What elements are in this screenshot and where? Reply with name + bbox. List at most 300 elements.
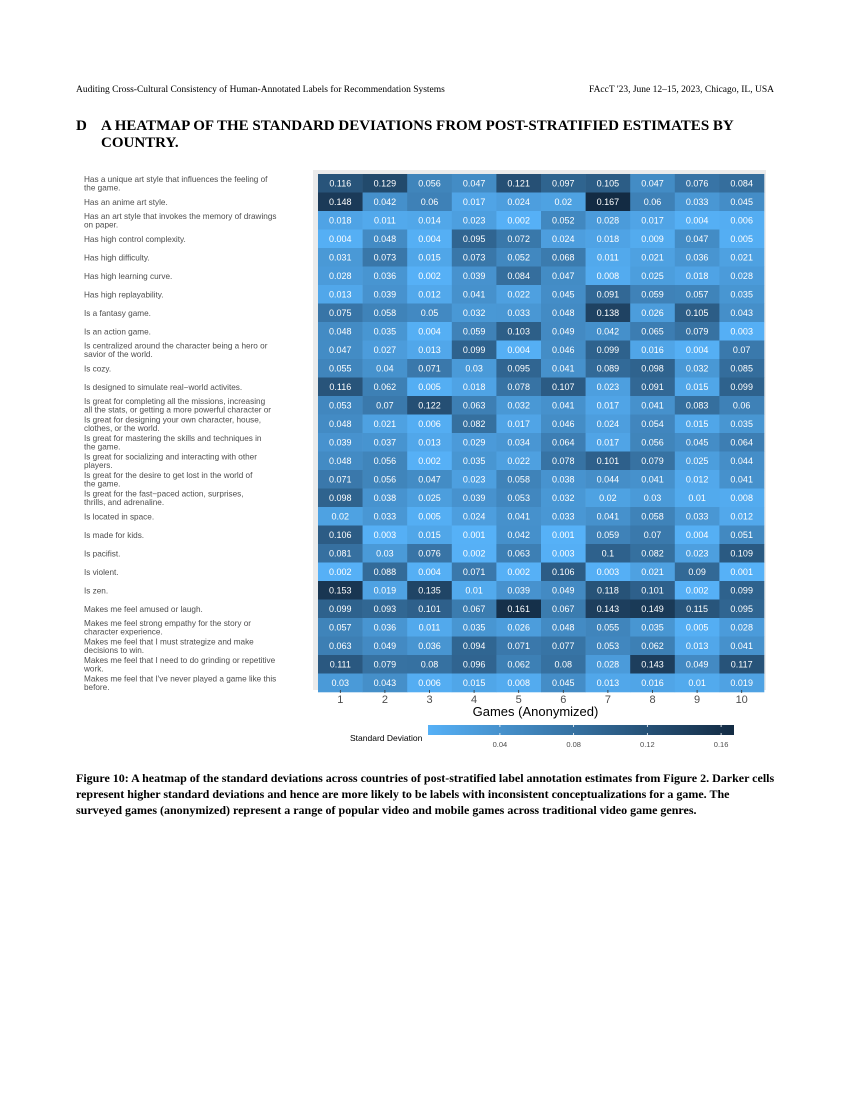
cell-value-label: 0.004 — [685, 530, 709, 541]
cell-value-label: 0.056 — [641, 437, 664, 448]
cell-value-label: 0.057 — [329, 622, 352, 633]
cell-value-label: 0.094 — [462, 641, 486, 652]
cell-value-label: 0.015 — [685, 382, 709, 393]
cell-value-label: 0.053 — [329, 400, 352, 411]
row-label: Is centralized around the character being a hero or savior of the world. — [84, 341, 268, 360]
cell-value-label: 0.031 — [329, 252, 352, 263]
row-label: Is violent. — [84, 567, 119, 577]
cell-value-label: 0.029 — [462, 437, 486, 448]
cell-value-label: 0.008 — [507, 678, 530, 689]
cell-value-label: 0.021 — [641, 252, 664, 263]
cell-value-label: 0.038 — [552, 474, 575, 485]
cell-value-label: 0.032 — [507, 400, 530, 411]
cell-value-label: 0.004 — [418, 234, 441, 245]
cell-value-label: 0.07 — [732, 345, 751, 356]
cell-value-label: 0.107 — [552, 382, 575, 393]
cell-value-label: 0.095 — [462, 234, 486, 245]
cell-value-label: 0.063 — [329, 641, 352, 652]
cell-value-label: 0.023 — [685, 548, 709, 559]
cell-value-label: 0.079 — [641, 456, 664, 467]
cell-value-label: 0.098 — [329, 493, 352, 504]
cell-value-label: 0.109 — [730, 548, 753, 559]
cell-value-label: 0.099 — [730, 382, 753, 393]
cell-value-label: 0.047 — [552, 271, 575, 282]
cell-value-label: 0.048 — [552, 308, 575, 319]
cell-value-label: 0.002 — [685, 585, 709, 596]
cell-value-label: 0.015 — [418, 252, 441, 263]
cell-value-label: 0.106 — [552, 567, 575, 578]
cell-value-label: 0.071 — [462, 567, 486, 578]
cell-value-label: 0.002 — [418, 271, 441, 282]
cell-value-label: 0.049 — [552, 326, 575, 337]
cell-value-label: 0.02 — [554, 197, 573, 208]
cell-value-label: 0.026 — [507, 622, 530, 633]
x-tick-label: 5 — [515, 694, 522, 706]
cell-value-label: 0.099 — [462, 345, 486, 356]
cell-value-label: 0.005 — [418, 511, 441, 522]
cell-value-label: 0.071 — [329, 474, 352, 485]
cell-value-label: 0.01 — [465, 585, 483, 596]
cell-value-label: 0.059 — [596, 530, 620, 541]
cell-value-label: 0.017 — [596, 437, 620, 448]
row-label: Is designed to simulate real−world activites. — [84, 382, 243, 392]
legend-tick-label: 0.12 — [640, 740, 655, 749]
row-label: Is great for completing all the missions, increasing all the stats, or getting a more powerful character or — [84, 396, 272, 415]
cell-value-label: 0.035 — [730, 419, 753, 430]
cell-value-label: 0.075 — [329, 308, 352, 319]
cell-value-label: 0.161 — [507, 604, 530, 615]
cell-value-label: 0.049 — [685, 659, 709, 670]
cell-value-label: 0.012 — [685, 474, 709, 485]
cell-value-label: 0.011 — [596, 252, 619, 263]
cell-value-label: 0.067 — [462, 604, 486, 615]
cell-value-label: 0.014 — [418, 215, 441, 226]
cell-value-label: 0.023 — [462, 215, 486, 226]
cell-value-label: 0.083 — [685, 400, 709, 411]
cell-value-label: 0.048 — [552, 622, 575, 633]
cell-value-label: 0.041 — [730, 474, 753, 485]
cell-value-label: 0.03 — [376, 548, 394, 559]
cell-value-label: 0.115 — [686, 604, 709, 615]
cell-value-label: 0.025 — [641, 271, 664, 282]
cell-value-label: 0.052 — [507, 252, 530, 263]
x-tick-label: 3 — [426, 694, 433, 706]
cell-value-label: 0.028 — [329, 271, 352, 282]
cell-value-label: 0.101 — [418, 604, 441, 615]
cell-value-label: 0.045 — [730, 197, 753, 208]
cell-value-label: 0.047 — [329, 345, 352, 356]
cell-value-label: 0.129 — [373, 178, 397, 189]
x-tick-label: 6 — [560, 694, 567, 706]
cell-value-label: 0.046 — [552, 345, 575, 356]
row-label: Is an action game. — [84, 327, 151, 337]
cell-value-label: 0.078 — [552, 456, 575, 467]
row-label: Has high replayability. — [84, 290, 164, 300]
cell-value-label: 0.073 — [373, 252, 397, 263]
cell-value-label: 0.101 — [596, 456, 620, 467]
cell-value-label: 0.118 — [596, 585, 619, 596]
cell-value-label: 0.09 — [688, 567, 706, 578]
cell-value-label: 0.001 — [462, 530, 486, 541]
cell-value-label: 0.098 — [641, 363, 664, 374]
cell-value-label: 0.079 — [373, 659, 397, 670]
cell-value-label: 0.103 — [507, 326, 530, 337]
cell-value-label: 0.058 — [641, 511, 664, 522]
cell-value-label: 0.035 — [373, 326, 397, 337]
row-label: Is a fantasy game. — [84, 308, 151, 318]
cell-value-label: 0.025 — [418, 493, 441, 504]
cell-value-label: 0.048 — [373, 234, 397, 245]
cell-value-label: 0.039 — [462, 271, 486, 282]
cell-value-label: 0.002 — [418, 456, 441, 467]
cell-value-label: 0.06 — [732, 400, 751, 411]
legend-tick-label: 0.08 — [566, 740, 581, 749]
cell-value-label: 0.047 — [685, 234, 709, 245]
cell-value-label: 0.051 — [730, 530, 753, 541]
cell-value-label: 0.02 — [599, 493, 617, 504]
cell-value-label: 0.047 — [462, 178, 486, 189]
cell-value-label: 0.006 — [418, 678, 441, 689]
cell-value-label: 0.033 — [685, 511, 709, 522]
cell-value-label: 0.062 — [507, 659, 530, 670]
cell-value-label: 0.095 — [507, 363, 530, 374]
cell-value-label: 0.143 — [641, 659, 664, 670]
cell-value-label: 0.003 — [373, 530, 397, 541]
cell-value-label: 0.032 — [552, 493, 575, 504]
cell-value-label: 0.096 — [462, 659, 486, 670]
cell-value-label: 0.043 — [373, 678, 397, 689]
cell-value-label: 0.039 — [507, 585, 530, 596]
cell-value-label: 0.013 — [685, 641, 709, 652]
section-title: A HEATMAP OF THE STANDARD DEVIATIONS FROM POST-STRATIFIED ESTIMATES BY COUNTRY. — [101, 118, 734, 151]
running-head-venue: FAccT '23, June 12–15, 2023, Chicago, IL, USA — [588, 85, 774, 95]
cell-value-label: 0.063 — [462, 400, 486, 411]
cell-value-label: 0.116 — [329, 382, 352, 393]
cell-value-label: 0.028 — [596, 215, 620, 226]
cell-value-label: 0.088 — [373, 567, 397, 578]
cell-value-label: 0.072 — [507, 234, 530, 245]
cell-value-label: 0.035 — [462, 456, 486, 467]
row-label: Has a unique art style that influences the feeling of the game. — [84, 174, 268, 193]
cell-value-label: 0.002 — [462, 548, 486, 559]
cell-value-label: 0.04 — [376, 363, 394, 374]
cell-value-label: 0.013 — [418, 437, 441, 448]
row-label: Is great for mastering the skills and techniques in the game. — [84, 433, 262, 452]
cell-value-label: 0.049 — [552, 585, 575, 596]
cell-value-label: 0.012 — [418, 289, 441, 300]
cell-value-label: 0.044 — [730, 456, 753, 467]
cell-value-label: 0.05 — [420, 308, 439, 319]
cell-value-label: 0.017 — [641, 215, 664, 226]
cell-value-label: 0.03 — [331, 678, 350, 689]
cell-value-label: 0.059 — [641, 289, 664, 300]
row-label: Makes me feel amused or laugh. — [84, 604, 203, 614]
cell-value-label: 0.028 — [730, 622, 753, 633]
cell-value-label: 0.018 — [596, 234, 620, 245]
row-label: Is great for designing your own character, house, clothes, or the world. — [84, 415, 262, 434]
cell-value-label: 0.059 — [462, 326, 486, 337]
cell-value-label: 0.097 — [552, 178, 575, 189]
cell-value-label: 0.028 — [596, 659, 620, 670]
x-tick-label: 2 — [381, 694, 388, 706]
cell-value-label: 0.017 — [596, 400, 620, 411]
legend-tick-label: 0.04 — [492, 740, 508, 749]
cell-value-label: 0.045 — [552, 289, 575, 300]
cell-value-label: 0.148 — [329, 197, 352, 208]
cell-value-label: 0.077 — [552, 641, 575, 652]
cell-value-label: 0.042 — [596, 326, 620, 337]
cell-value-label: 0.056 — [418, 178, 441, 189]
cell-value-label: 0.002 — [507, 215, 530, 226]
cell-value-label: 0.004 — [685, 215, 709, 226]
cell-value-label: 0.068 — [552, 252, 575, 263]
cell-value-label: 0.082 — [462, 419, 486, 430]
cell-value-label: 0.021 — [373, 419, 397, 430]
row-label: Is cozy. — [84, 364, 112, 374]
row-label: Makes me feel that I've never played a game like this before. — [84, 674, 277, 693]
cell-value-label: 0.03 — [465, 363, 483, 374]
cell-value-label: 0.021 — [641, 567, 664, 578]
cell-value-label: 0.056 — [373, 456, 397, 467]
cell-value-label: 0.041 — [507, 511, 530, 522]
cell-value-label: 0.121 — [507, 178, 530, 189]
cell-value-label: 0.047 — [418, 474, 441, 485]
cell-value-label: 0.036 — [418, 641, 441, 652]
cell-value-label: 0.099 — [730, 585, 753, 596]
cell-value-label: 0.106 — [329, 530, 352, 541]
cell-value-label: 0.039 — [329, 437, 352, 448]
cell-value-label: 0.062 — [641, 641, 664, 652]
cell-value-label: 0.013 — [596, 678, 620, 689]
cell-value-label: 0.093 — [373, 604, 397, 615]
cell-value-label: 0.041 — [462, 289, 486, 300]
cell-value-label: 0.033 — [685, 197, 709, 208]
cell-value-label: 0.07 — [643, 530, 662, 541]
cell-value-label: 0.055 — [596, 622, 620, 633]
legend-colorbar — [428, 725, 734, 735]
cell-value-label: 0.041 — [641, 400, 664, 411]
row-label: Makes me feel that I need to do grinding or repetitive work. — [84, 655, 276, 674]
cell-value-label: 0.067 — [552, 604, 575, 615]
cell-value-label: 0.038 — [373, 493, 397, 504]
cell-value-label: 0.055 — [329, 363, 352, 374]
row-label: Has high control complexity. — [84, 234, 186, 244]
cell-value-label: 0.042 — [507, 530, 530, 541]
cell-value-label: 0.041 — [641, 474, 664, 485]
row-label: Is made for kids. — [84, 530, 145, 540]
cell-value-label: 0.018 — [462, 382, 486, 393]
cell-value-label: 0.024 — [462, 511, 486, 522]
cell-value-label: 0.008 — [596, 271, 620, 282]
cell-value-label: 0.008 — [730, 493, 753, 504]
legend-tick-label: 0.16 — [713, 740, 729, 749]
cell-value-label: 0.039 — [373, 289, 397, 300]
x-tick-label: 10 — [735, 694, 748, 706]
cell-value-label: 0.032 — [462, 308, 486, 319]
cell-value-label: 0.005 — [418, 382, 441, 393]
cell-value-label: 0.019 — [730, 678, 753, 689]
cell-value-label: 0.143 — [596, 604, 620, 615]
row-label: Is located in space. — [84, 512, 155, 522]
section-number: D — [76, 118, 87, 134]
cell-value-label: 0.071 — [507, 641, 530, 652]
cell-value-label: 0.01 — [688, 678, 706, 689]
cell-value-label: 0.056 — [373, 474, 397, 485]
cell-value-label: 0.026 — [641, 308, 664, 319]
cell-value-label: 0.022 — [507, 456, 530, 467]
cell-value-label: 0.016 — [641, 345, 664, 356]
cell-value-label: 0.023 — [462, 474, 486, 485]
cell-value-label: 0.076 — [685, 178, 709, 189]
cell-value-label: 0.004 — [418, 326, 441, 337]
cell-value-label: 0.023 — [596, 382, 620, 393]
cell-value-label: 0.024 — [596, 419, 620, 430]
cell-value-label: 0.005 — [730, 234, 753, 245]
x-tick-label: 9 — [694, 694, 701, 706]
cell-value-label: 0.033 — [373, 511, 397, 522]
cell-value-label: 0.002 — [329, 567, 352, 578]
cell-value-label: 0.058 — [373, 308, 397, 319]
cell-value-label: 0.099 — [329, 604, 352, 615]
cell-value-label: 0.138 — [596, 308, 620, 319]
cell-value-label: 0.013 — [329, 289, 352, 300]
cell-value-label: 0.082 — [641, 548, 664, 559]
cell-value-label: 0.001 — [552, 530, 575, 541]
cell-value-label: 0.062 — [373, 382, 397, 393]
cell-value-label: 0.052 — [552, 215, 575, 226]
cell-value-label: 0.003 — [552, 548, 575, 559]
cell-value-label: 0.122 — [418, 400, 441, 411]
cell-value-label: 0.009 — [641, 234, 664, 245]
cell-value-label: 0.08 — [420, 659, 439, 670]
row-label: Makes me feel that I must strategize and make decisions to win. — [84, 637, 254, 656]
cell-value-label: 0.053 — [596, 641, 620, 652]
cell-value-label: 0.153 — [329, 585, 352, 596]
cell-value-label: 0.004 — [418, 567, 441, 578]
x-tick-label: 4 — [471, 694, 478, 706]
row-label: Has an anime art style. — [84, 197, 168, 207]
cell-value-label: 0.036 — [373, 622, 397, 633]
cell-value-label: 0.027 — [373, 345, 397, 356]
cell-value-label: 0.053 — [507, 493, 530, 504]
x-tick-label: 1 — [337, 694, 344, 706]
cell-value-label: 0.015 — [685, 419, 709, 430]
cell-value-label: 0.135 — [418, 585, 441, 596]
cell-value-label: 0.071 — [418, 363, 441, 374]
cell-value-label: 0.003 — [596, 567, 620, 578]
cell-value-label: 0.099 — [596, 345, 620, 356]
cell-value-label: 0.079 — [685, 326, 709, 337]
cell-value-label: 0.117 — [730, 659, 753, 670]
row-label: Is pacifist. — [84, 549, 121, 559]
cell-value-label: 0.084 — [507, 271, 530, 282]
cell-value-label: 0.081 — [329, 548, 352, 559]
cell-value-label: 0.041 — [730, 641, 753, 652]
cell-value-label: 0.049 — [373, 641, 397, 652]
row-label: Is great for the desire to get lost in the world of the game. — [84, 470, 253, 489]
row-label: Is great for socializing and interacting with other players. — [84, 452, 257, 471]
cell-value-label: 0.037 — [373, 437, 397, 448]
cell-value-label: 0.041 — [552, 363, 575, 374]
cell-value-label: 0.035 — [730, 289, 753, 300]
cell-value-label: 0.032 — [685, 363, 709, 374]
cell-value-label: 0.015 — [418, 530, 441, 541]
cell-value-label: 0.033 — [507, 308, 530, 319]
x-tick-label: 8 — [649, 694, 656, 706]
cell-value-label: 0.078 — [507, 382, 530, 393]
cell-value-label: 0.105 — [685, 308, 709, 319]
cell-value-label: 0.018 — [685, 271, 709, 282]
cell-value-label: 0.02 — [331, 511, 350, 522]
cell-value-label: 0.101 — [641, 585, 664, 596]
row-label: Has an art style that invokes the memory of drawings on paper. — [84, 211, 277, 230]
cell-value-label: 0.057 — [685, 289, 709, 300]
cell-value-label: 0.041 — [596, 511, 620, 522]
cell-value-label: 0.016 — [641, 678, 664, 689]
cell-value-label: 0.019 — [373, 585, 397, 596]
cell-value-label: 0.064 — [552, 437, 575, 448]
cell-value-label: 0.064 — [730, 437, 753, 448]
cell-value-label: 0.03 — [643, 493, 662, 504]
cell-value-label: 0.035 — [462, 622, 486, 633]
legend-title: Standard Deviation — [350, 733, 423, 743]
cell-value-label: 0.021 — [730, 252, 753, 263]
cell-value-label: 0.105 — [596, 178, 620, 189]
cell-value-label: 0.084 — [730, 178, 753, 189]
cell-value-label: 0.036 — [685, 252, 709, 263]
cell-value-label: 0.048 — [329, 419, 352, 430]
cell-value-label: 0.111 — [329, 659, 351, 670]
cell-value-label: 0.1 — [601, 548, 615, 559]
cell-value-label: 0.07 — [376, 400, 394, 411]
cell-value-label: 0.047 — [641, 178, 664, 189]
cell-value-label: 0.048 — [329, 456, 352, 467]
cell-value-label: 0.076 — [418, 548, 441, 559]
cell-value-label: 0.044 — [596, 474, 620, 485]
cell-value-label: 0.089 — [596, 363, 620, 374]
cell-value-label: 0.005 — [685, 622, 709, 633]
cell-value-label: 0.063 — [507, 548, 530, 559]
cell-value-label: 0.015 — [462, 678, 486, 689]
cell-value-label: 0.048 — [329, 326, 352, 337]
cell-value-label: 0.08 — [554, 659, 573, 670]
cell-value-label: 0.011 — [373, 215, 396, 226]
cell-value-label: 0.06 — [420, 197, 439, 208]
cell-value-label: 0.046 — [552, 419, 575, 430]
x-axis-title: Games (Anonymized) — [472, 704, 599, 719]
cell-value-label: 0.024 — [507, 197, 530, 208]
cell-value-label: 0.011 — [418, 622, 441, 633]
cell-value-label: 0.034 — [507, 437, 530, 448]
cell-value-label: 0.022 — [507, 289, 530, 300]
cell-value-label: 0.149 — [641, 604, 664, 615]
row-label: Is great for the fast−paced action, surprises, thrills, and adrenaline. — [84, 489, 244, 508]
cell-value-label: 0.045 — [552, 678, 575, 689]
cell-value-label: 0.004 — [685, 345, 709, 356]
cell-value-label: 0.012 — [730, 511, 753, 522]
cell-value-label: 0.054 — [641, 419, 664, 430]
cell-value-label: 0.018 — [329, 215, 352, 226]
cell-value-label: 0.013 — [418, 345, 441, 356]
row-label: Has high learning curve. — [84, 271, 173, 281]
cell-value-label: 0.095 — [730, 604, 753, 615]
running-head-title: Auditing Cross-Cultural Consistency of Human-Annotated Labels for Recommendation Systems — [76, 85, 445, 95]
cell-value-label: 0.024 — [552, 234, 575, 245]
cell-value-label: 0.058 — [507, 474, 530, 485]
cell-value-label: 0.073 — [462, 252, 486, 263]
cell-value-label: 0.043 — [730, 308, 753, 319]
cell-value-label: 0.006 — [418, 419, 441, 430]
